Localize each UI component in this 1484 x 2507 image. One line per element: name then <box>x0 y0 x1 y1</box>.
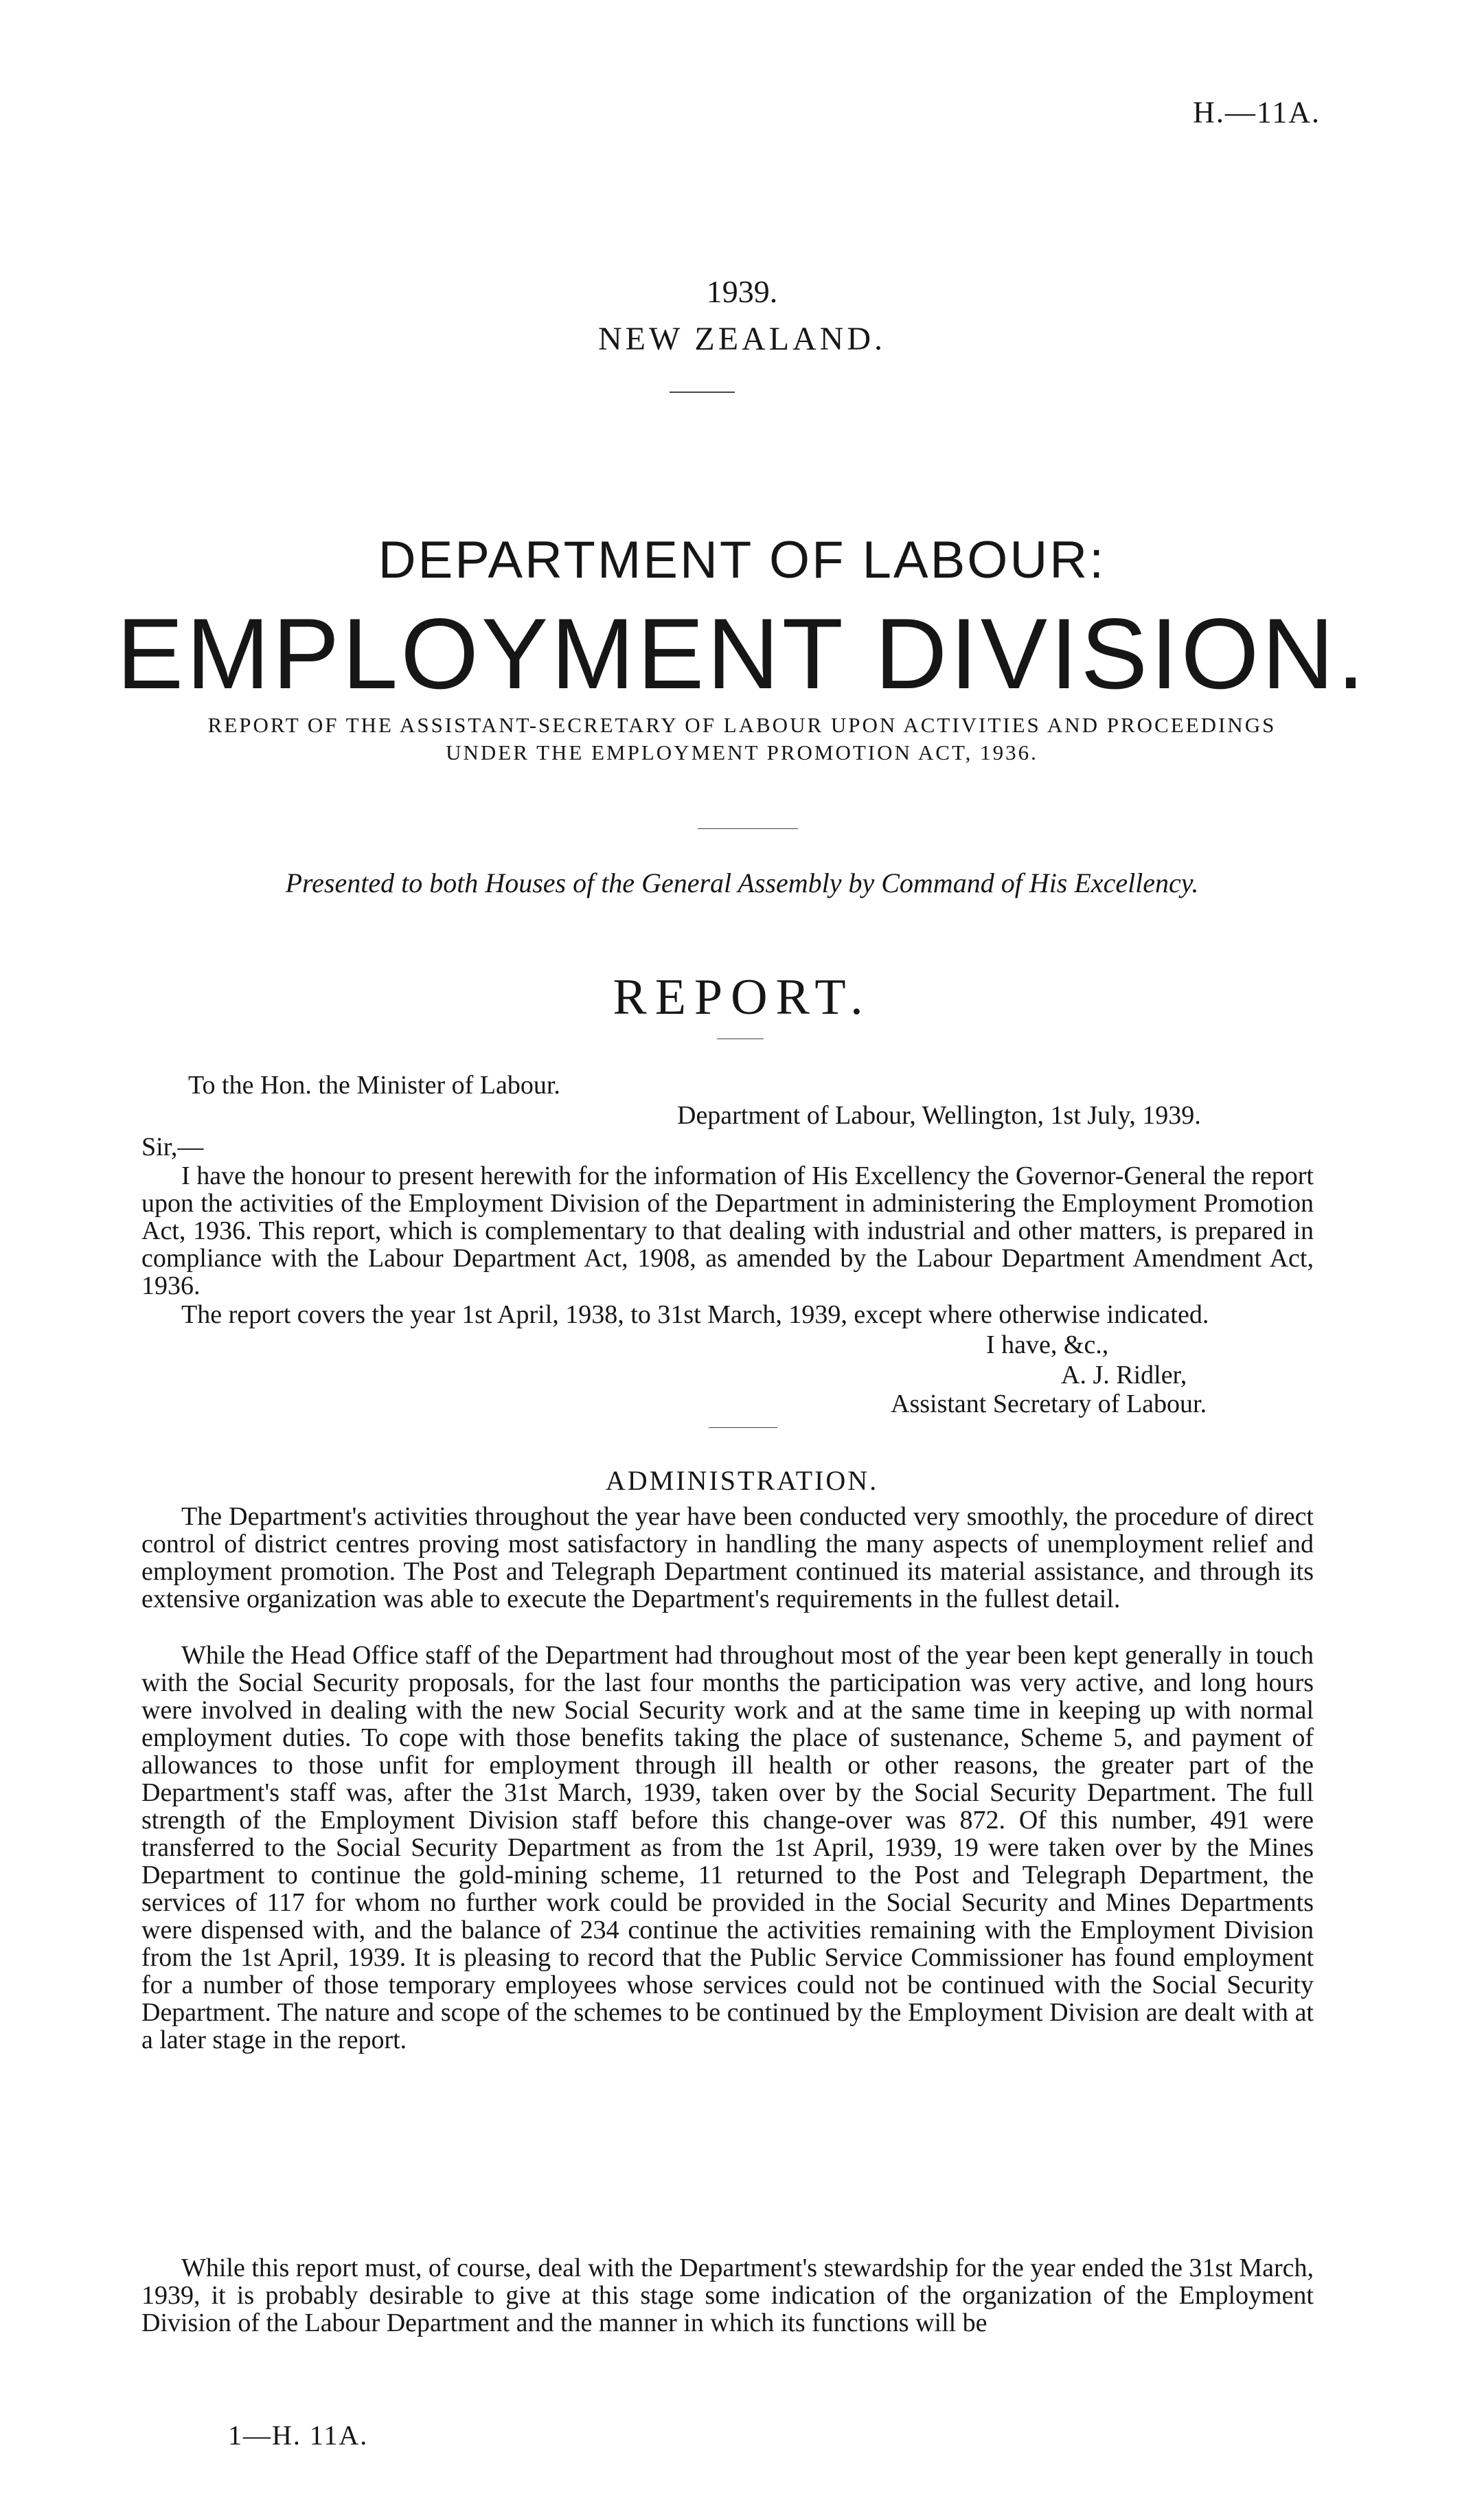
closing: I have, &c., <box>986 1330 1109 1359</box>
signature-mark: 1—H. 11A. <box>228 2420 369 2451</box>
subtitle-line-2: UNDER THE EMPLOYMENT PROMOTION ACT, 1936. <box>446 740 1038 764</box>
addressee-line: To the Hon. the Minister of Labour. <box>188 1071 560 1100</box>
admin-paragraph-2: While the Head Office staff of the Department had throughout most of the year been kept generally in touch with the Social Security proposals, for the last four months the participation was very active, and long hours were involved in dealing with the new Social Security work and at the same time in keeping up with normal employment duties. To cope with those benefits taking the place of sustenance, Scheme 5, and payment of allowances to those unfit for employment through ill health or other reasons, the greater part of the Department's staff was, after the 31st March, 1939, taken over by the Social Security Department. The full strength of the Employment Division staff before this change-over was 872. Of this number, 491 were transferred to the Social Security Department as from the 1st April, 1939, 19 were taken over by the Mines Department to continue the gold-mining scheme, 11 returned to the Post and Telegraph Department, the services of 117 for whom no further work could be provided in the Social Security and Mines Departments were dispensed with, and the balance of 234 continue the activities remaining with the Employment Division from the 1st April, 1939. It is pleasing to record that the Public Service Commissioner has found employment for a number of those temporary employees whose services could not be continued with the Social Security Department. The nature and scope of the schemes to be continued by the Employment Division are dealt with at a later stage in the report. <box>141 1641 1314 2054</box>
signatory-title: Assistant Secretary of Labour. <box>891 1389 1207 1418</box>
presented-line: Presented to both Houses of the General Assembly by Command of His Excellency. <box>285 867 1199 898</box>
salutation: Sir,— <box>141 1133 204 1161</box>
divider <box>670 392 735 393</box>
admin-paragraph-3: While this report must, of course, deal with the Department's stewardship for the year ended the 31st March, 1939, it is probably desirable to give at this stage some indication of the organization of the Employment Division of the Labour Department and the manner in which its functions will be <box>141 2254 1314 2337</box>
department-title: DEPARTMENT OF LABOUR: <box>378 531 1106 589</box>
admin-paragraph-1: The Department's activities throughout the year have been conducted very smoothly, the procedure of direct control of district centres proving most satisfactory in handling the many aspects of unemployment relief and employment promotion. The Post and Telegraph Department continued its material assistance, and through its extensive organization was able to execute the Department's requirements in the fullest detail. <box>141 1502 1314 1613</box>
administration-heading: ADMINISTRATION. <box>605 1465 879 1496</box>
divider <box>709 1427 777 1428</box>
division-title: EMPLOYMENT DIVISION. <box>116 598 1368 710</box>
address-date-line: Department of Labour, Wellington, 1st July, 1939. <box>677 1101 1201 1130</box>
page-code: H.—11A. <box>1193 95 1321 129</box>
year: 1939. <box>706 274 778 309</box>
report-subtitle <box>0 712 1484 767</box>
divider <box>698 828 798 829</box>
report-paragraph-1: I have the honour to present herewith for the information of His Excellency the Governor-General the report upon the activities of the Employment Division of the Department in administering the Employment Promotion Act, 1936. This report, which is complementary to that dealing with industrial and other matters, is prepared in compliance with the Labour Department Act, 1908, as amended by the Labour Department Amendment Act, 1936. <box>141 1161 1314 1300</box>
country: NEW ZEALAND. <box>597 321 887 357</box>
signatory-name: A. J. Ridler, <box>1061 1361 1187 1389</box>
report-paragraph-2: The report covers the year 1st April, 1938, to 31st March, 1939, except where otherwise indicated. <box>181 1300 1209 1329</box>
report-heading: REPORT. <box>613 969 871 1025</box>
subtitle-line-1: REPORT OF THE ASSISTANT-SECRETARY OF LABOUR UPON ACTIVITIES AND PROCEEDINGS <box>207 713 1277 737</box>
